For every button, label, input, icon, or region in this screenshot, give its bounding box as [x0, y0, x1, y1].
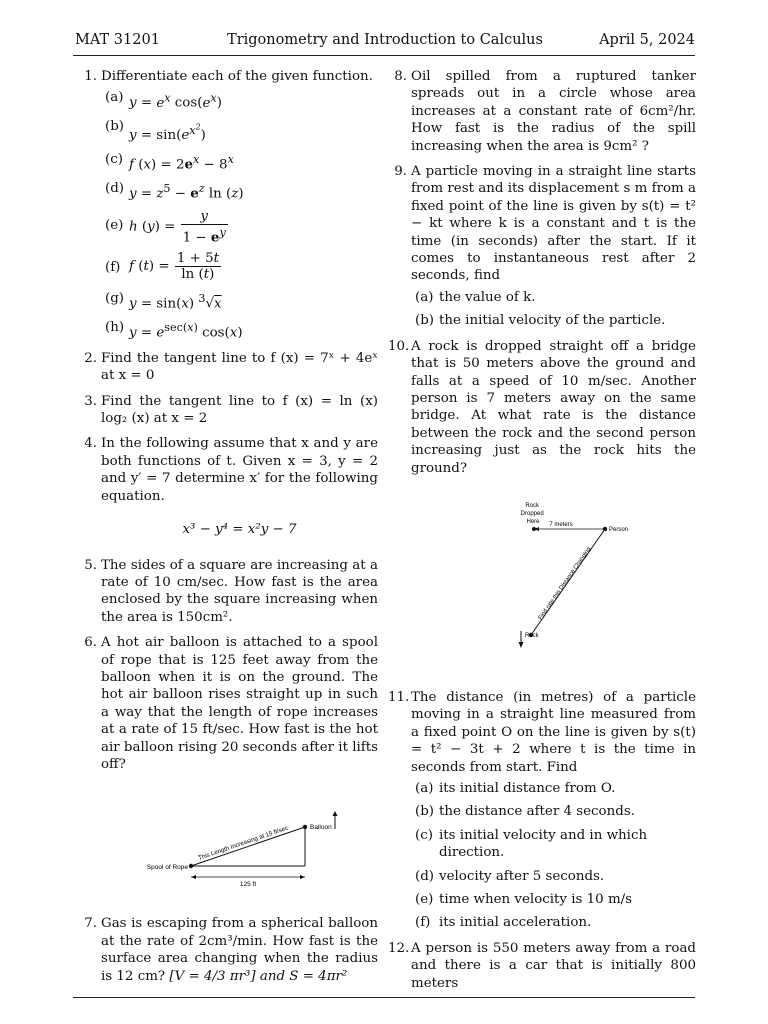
- subpart-label: (c): [415, 827, 433, 843]
- spool-label: Spool of Rope: [146, 864, 188, 872]
- subpart-label: (e): [415, 892, 434, 907]
- problem-number: 8.: [394, 69, 407, 84]
- problem-number: 12.: [388, 940, 410, 956]
- problem-number: 5.: [84, 557, 97, 573]
- problem-11: [388, 689, 696, 932]
- subpart: [411, 827, 696, 862]
- subpart-label: (c): [105, 151, 123, 167]
- subpart-label: (b): [415, 804, 435, 820]
- subpart: [411, 312, 696, 329]
- rock-bottom-label: Rock: [525, 632, 539, 639]
- subpart-text: its initial distance from O.: [439, 780, 616, 796]
- subpart: [411, 803, 696, 820]
- rock-top-label-line: Here: [526, 518, 540, 525]
- subpart: [411, 289, 696, 306]
- subpart: [411, 780, 696, 797]
- subpart-text: time when velocity is 10 m/s: [439, 892, 633, 907]
- subpart-label: (a): [415, 289, 434, 305]
- problem-3: [78, 393, 378, 428]
- subpart-text: the value of k.: [439, 289, 536, 305]
- problem-number: 3.: [84, 393, 97, 409]
- problem-formula: [V = 4/3 πr³] and S = 4πr²: [169, 968, 348, 984]
- person-label: Person: [609, 526, 629, 533]
- problem-5: [78, 557, 378, 627]
- problem-text: A person is 550 meters away from a road and there is a car that is initially 800 meters: [411, 940, 696, 991]
- problem-text: The sides of a square are increasing at a rate of 10 cm/sec. How fast is the area enclosed by the square increasing when the area is 150cm².: [101, 557, 378, 625]
- subpart: [411, 868, 696, 885]
- problem-text: Find the tangent line to f (x) = 7ˣ + 4eˣ at x = 0: [101, 350, 378, 384]
- problem-9: [388, 163, 696, 330]
- subpart: (f) f (t) = $\frac{1 + 5t}{\ln (t)}$: [105, 251, 219, 283]
- subpart-label: (b): [105, 119, 125, 135]
- course-title: Trigonometry and Introduction to Calculus: [227, 32, 543, 48]
- subpart: [411, 891, 696, 908]
- distance-label: 7 meters: [549, 521, 573, 528]
- subpart-text: its initial velocity and in which direction.: [439, 827, 648, 861]
- problem-number: 4.: [84, 436, 97, 452]
- left-column: [78, 68, 378, 993]
- subpart-text: its initial acceleration.: [439, 915, 592, 931]
- balloon-figure: [133, 811, 378, 887]
- problem-number: 9.: [394, 164, 407, 180]
- problem-number: 2.: [84, 350, 97, 366]
- problem-text: A rock is dropped straight off a bridge that is 50 meters above the ground and falls at a speed of 10 m/sec. Another person is 7 meters away on the same bridge. At what rate is the distance between the rock and the second person increasing just as the rock hits the ground?: [411, 338, 696, 476]
- problem-text: Differentiate each of the given function.: [101, 69, 373, 84]
- rock-top-label-line: Rock: [525, 502, 539, 509]
- line-label: Find rate this Distance Changing: [537, 546, 593, 622]
- problem-text: A particle moving in a straight line starts from rest and its displacement s m from a fixed point of the line is given by s(t) = t² − kt where k is a constant and t is the time (in seconds) after the start. If it comes to instantaneous rest after 2 seconds, find: [411, 164, 696, 284]
- subpart-label: (e): [105, 217, 124, 233]
- problem-text: A hot air balloon is attached to a spool of rope that is 125 feet away from the balloon when it is on the ground. The hot air balloon rises straight up in such a way that the length of rope increases at a rate of 15 ft/sec. How fast is the hot air balloon rising 20 seconds after it lifts off?: [101, 635, 378, 772]
- rope-label: This Length Increasing at 15 ft/sec: [197, 825, 290, 863]
- problem-4: [78, 435, 378, 538]
- course-code: MAT 31201: [75, 32, 160, 48]
- subpart-text: velocity after 5 seconds.: [439, 868, 605, 884]
- problem-number: 11.: [388, 689, 410, 705]
- subpart-label: (f): [415, 915, 431, 931]
- header-rule: [73, 55, 695, 56]
- subpart-text: the initial velocity of the particle.: [439, 313, 666, 329]
- equation: x³ − y⁴ = x²y − 7: [182, 522, 297, 538]
- problem-text: In the following assume that x and y are both functions of t. Given x = 3, y = 2 and y′ = 7 determine x′ for the following equation.: [101, 436, 378, 504]
- subpart-label: (a): [415, 780, 434, 796]
- problem-text: Find the tangent line to f (x) = ln (x) log₂ (x) at x = 2: [101, 393, 378, 427]
- problem-7: [78, 915, 378, 985]
- problem-text: Gas is escaping from a spherical balloon at the rate of 2cm³/min. How fast is the surface area changing when the radius is 12 cm?: [101, 916, 378, 984]
- subpart-label: (h): [105, 319, 125, 335]
- subpart-label: (a): [105, 90, 124, 106]
- subpart: (c) f $(x) = 2e^x - 8^x$: [105, 151, 234, 173]
- subpart-label: (d): [105, 180, 125, 196]
- subpart-text: the distance after 4 seconds.: [439, 804, 635, 820]
- problem-1: [78, 68, 378, 342]
- balloon-label: Balloon: [310, 824, 332, 832]
- problem-6: [78, 634, 378, 887]
- rock-top-label: [521, 503, 546, 525]
- problem-10: [388, 338, 696, 655]
- header-date: April 5, 2024: [599, 32, 695, 48]
- subpart: (e) h (y) = $\frac{y}{1 - e^y}$: [105, 208, 226, 246]
- subpart-label: (b): [415, 313, 435, 329]
- ground-label: 125 ft: [239, 881, 257, 888]
- problem-text: Oil spilled from a ruptured tanker spreads out in a circle whose area increases at a constant rate of 6cm²/hr. How fast is the radius of the spill increasing when the area is 9cm² ?: [411, 69, 696, 154]
- problem-number: 7.: [84, 916, 97, 932]
- footer-rule: [73, 997, 695, 998]
- problem-number: 1.: [84, 69, 97, 84]
- subpart: [411, 914, 696, 931]
- subpart: (b) $y = \sin(e^{x^2})$: [105, 119, 206, 144]
- problem-12: [388, 940, 696, 992]
- subpart-label: (f): [105, 260, 121, 276]
- subpart-label: (d): [415, 868, 435, 884]
- problem-8: [388, 68, 696, 155]
- problem-number: 10.: [388, 338, 410, 354]
- problem-number: 6.: [84, 635, 97, 651]
- problem-2: [78, 350, 378, 385]
- rock-top-label-line: Dropped: [520, 510, 544, 517]
- page-header: [75, 32, 695, 52]
- subpart-label: (g): [105, 291, 125, 307]
- subpart: (h) $y = e^{sec(x)}$ cos(x): [105, 319, 243, 341]
- subpart: (d) $y = z^5 - e^z$ ln (z): [105, 180, 244, 202]
- right-column: [388, 68, 696, 1000]
- subpart: (g) y = sin(x) $^3$√x: [105, 291, 222, 312]
- subpart: (a) $y = e^x$ $\cos(e^x)$: [105, 90, 222, 111]
- rock-figure: [501, 495, 696, 655]
- problem-text: The distance (in metres) of a particle moving in a straight line measured from a fixed point O on the line is given by s(t) = t² − 3t + 2 where t is the time in seconds from start. Find: [411, 689, 696, 775]
